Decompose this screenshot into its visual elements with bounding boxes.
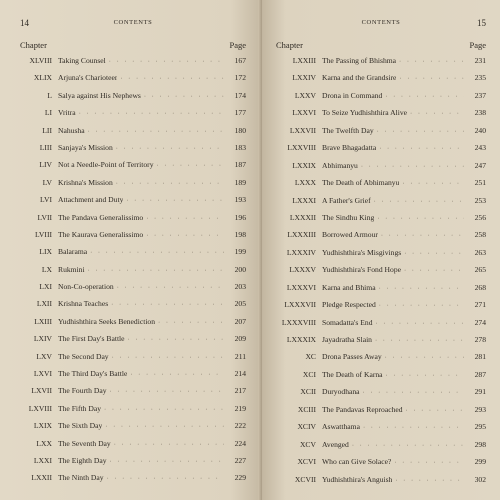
chapter-page: 219: [234, 403, 246, 413]
toc-entry: [276, 73, 486, 90]
dot-leader: [106, 58, 224, 65]
chapter-title: Drona Passes Away: [322, 352, 382, 362]
chapter-title: The First Day's Battle: [58, 334, 125, 344]
left-page-header: [20, 18, 246, 36]
dot-leader: [143, 232, 224, 239]
chapter-number: LXXXV: [289, 265, 316, 275]
chapter-title: To Seize Yudhishthira Alive: [322, 108, 408, 118]
chapter-number: XCII: [300, 387, 316, 397]
chapter-page: 243: [474, 143, 486, 153]
chapter-number: LXIV: [33, 334, 52, 344]
toc-entry: [20, 404, 246, 421]
toc-entry: [276, 143, 486, 160]
chapter-number: XCVI: [297, 457, 316, 467]
toc-entry: [20, 421, 246, 438]
chapter-page: 247: [474, 160, 486, 170]
chapter-number: LIII: [39, 142, 52, 152]
chapter-number: XLVIII: [29, 56, 52, 65]
chapter-column-label: Chapter: [276, 40, 303, 50]
chapter-title: The Second Day: [58, 351, 109, 361]
chapter-number: LXXVII: [289, 125, 316, 135]
toc-entry: [276, 405, 486, 422]
chapter-page: 200: [234, 264, 246, 274]
toc-entry: [20, 265, 246, 282]
dot-leader: [107, 388, 224, 395]
dot-leader: [371, 198, 464, 205]
chapter-page: 187: [234, 160, 246, 170]
chapter-page: 189: [234, 177, 246, 187]
dot-leader: [396, 75, 464, 82]
chapter-number: LXXIX: [292, 160, 316, 170]
chapter-number: LXXXVII: [284, 300, 316, 310]
right-column-headings: [276, 38, 486, 54]
chapter-number: LXXXI: [292, 195, 316, 205]
chapter-title: The Eighth Day: [58, 455, 107, 465]
chapter-number: LXV: [36, 351, 52, 361]
chapter-title: Who can Give Solace?: [322, 457, 392, 467]
dot-leader: [407, 110, 464, 117]
dot-leader: [111, 441, 224, 448]
chapter-number: XCV: [299, 439, 316, 449]
toc-entry: [276, 161, 486, 178]
toc-entry: [276, 440, 486, 457]
chapter-page: 253: [474, 195, 486, 205]
toc-entry: [20, 91, 246, 108]
chapter-number: LXIII: [34, 316, 52, 326]
toc-entry: [276, 283, 486, 300]
right-running-title: CONTENTS: [361, 19, 401, 26]
toc-entry: [276, 457, 486, 474]
toc-entry: [20, 352, 246, 369]
left-page-number: 14: [20, 18, 29, 28]
dot-leader: [143, 215, 224, 222]
dot-leader: [374, 215, 464, 222]
chapter-number: LXXXII: [289, 212, 316, 222]
chapter-number: LXXXIV: [286, 247, 316, 257]
chapter-number: LII: [42, 125, 52, 135]
dot-leader: [391, 459, 464, 466]
chapter-page: 209: [234, 334, 246, 344]
dot-leader: [349, 442, 464, 449]
chapter-number: LXII: [36, 299, 52, 309]
toc-entry: [276, 230, 486, 247]
toc-entry: [20, 178, 246, 195]
toc-entry: [20, 317, 246, 334]
chapter-title: Balarama: [58, 247, 88, 257]
chapter-page: 295: [474, 422, 486, 432]
chapter-number: LXXXIX: [286, 335, 316, 344]
toc-entry: [20, 126, 246, 143]
dot-leader: [382, 93, 464, 100]
chapter-page: 298: [474, 439, 486, 449]
chapter-page: 299: [474, 457, 486, 467]
dot-leader: [154, 162, 225, 169]
chapter-title: Vritra: [58, 108, 76, 118]
chapter-page: 258: [474, 230, 486, 240]
chapter-page: 293: [474, 404, 486, 414]
dot-leader: [401, 267, 464, 274]
chapter-number: LIV: [39, 160, 52, 170]
toc-entry: [276, 422, 486, 439]
chapter-title: The Passing of Bhishma: [322, 56, 397, 65]
chapter-number: LXI: [39, 282, 52, 292]
dot-leader: [376, 302, 464, 309]
right-page-number: 15: [477, 18, 486, 28]
chapter-title: Yudhishthira Seeks Benediction: [58, 316, 156, 326]
page-column-label: Page: [469, 40, 486, 50]
toc-entry: [20, 334, 246, 351]
toc-entry: [276, 352, 486, 369]
dot-leader: [114, 284, 224, 291]
dot-leader: [109, 354, 224, 361]
chapter-page: 180: [234, 125, 246, 135]
chapter-number: LXX: [36, 438, 52, 448]
chapter-page: 224: [234, 438, 246, 448]
chapter-number: LXVI: [33, 369, 52, 379]
chapter-number: LXVII: [31, 386, 52, 396]
toc-entry: [20, 230, 246, 247]
chapter-number: LI: [44, 108, 52, 118]
dot-leader: [101, 406, 224, 413]
dot-leader: [117, 75, 224, 82]
dot-leader: [383, 372, 464, 379]
chapter-title: Abhimanyu: [322, 160, 358, 170]
chapter-title: Non-Co-operation: [58, 282, 114, 292]
dot-leader: [376, 285, 464, 292]
dot-leader: [125, 336, 224, 343]
left-toc-list: [20, 56, 246, 491]
chapter-title: Nahusha: [58, 125, 85, 135]
chapter-number: LXXIII: [292, 56, 316, 65]
chapter-title: Somadatta's End: [322, 317, 373, 327]
chapter-page: 256: [474, 212, 486, 222]
chapter-page: 227: [234, 455, 246, 465]
chapter-page: 167: [234, 56, 246, 65]
chapter-page: 287: [474, 369, 486, 379]
chapter-title: Rukmini: [58, 264, 85, 274]
dot-leader: [102, 423, 224, 430]
dot-leader: [401, 250, 464, 257]
dot-leader: [108, 301, 224, 308]
chapter-number: LXXX: [294, 178, 316, 188]
toc-entry: [20, 299, 246, 316]
toc-entry: [20, 213, 246, 230]
chapter-number: XCIV: [297, 422, 316, 432]
left-running-title: CONTENTS: [113, 19, 153, 26]
chapter-number: XCIII: [297, 404, 316, 414]
chapter-page: 196: [234, 212, 246, 222]
toc-entry: [20, 282, 246, 299]
chapter-page: 251: [474, 178, 486, 188]
chapter-number: LVI: [40, 195, 52, 205]
toc-entry: [276, 265, 486, 282]
dot-leader: [373, 320, 464, 327]
toc-entry: [276, 248, 486, 265]
chapter-number: XLIX: [33, 73, 52, 83]
chapter-number: LXIX: [33, 421, 52, 431]
dot-leader: [107, 458, 224, 465]
chapter-title: The Fourth Day: [58, 386, 107, 396]
chapter-number: LXXII: [31, 473, 52, 483]
dot-leader: [87, 249, 224, 256]
left-column-headings: [20, 38, 246, 54]
chapter-title: Avenged: [322, 439, 349, 449]
chapter-page: 203: [234, 282, 246, 292]
dot-leader: [113, 180, 224, 187]
chapter-page: 291: [474, 387, 486, 397]
chapter-page: 193: [234, 195, 246, 205]
toc-entry: [276, 370, 486, 387]
dot-leader: [382, 354, 464, 361]
dot-leader: [376, 145, 464, 152]
chapter-number: LXXV: [294, 90, 316, 100]
chapter-title: The Death of Karna: [322, 369, 383, 379]
chapter-title: Duryodhana: [322, 387, 360, 397]
right-page: [262, 0, 500, 500]
chapter-title: Karna and Bhima: [322, 282, 376, 292]
toc-entry: [20, 456, 246, 473]
chapter-title: The Kaurava Generalissimo: [58, 229, 144, 239]
chapter-title: Yudhishthira's Fond Hope: [322, 265, 401, 275]
chapter-page: 198: [234, 229, 246, 239]
dot-leader: [127, 371, 224, 378]
chapter-number: LXXXIII: [287, 230, 316, 240]
chapter-page: 278: [474, 335, 486, 344]
dot-leader: [396, 58, 464, 65]
chapter-page: 222: [234, 421, 246, 431]
chapter-number: LXVIII: [28, 403, 52, 413]
toc-entry: [276, 108, 486, 125]
dot-leader: [141, 93, 224, 100]
chapter-title: Krishna's Mission: [58, 177, 113, 187]
chapter-number: LV: [42, 177, 52, 187]
toc-entry: [20, 247, 246, 264]
toc-entry: [276, 335, 486, 352]
dot-leader: [76, 110, 224, 117]
chapter-page: 271: [474, 300, 486, 310]
toc-entry: [276, 126, 486, 143]
chapter-page: 238: [474, 108, 486, 118]
chapter-number: XCI: [302, 369, 316, 379]
chapter-title: Salya against His Nephews: [58, 90, 141, 100]
chapter-number: XC: [305, 352, 316, 362]
dot-leader: [374, 128, 464, 135]
chapter-page: 265: [474, 265, 486, 275]
dot-leader: [85, 128, 224, 135]
dot-leader: [378, 232, 464, 239]
chapter-title: Taking Counsel: [58, 56, 106, 65]
chapter-title: Krishna Teaches: [58, 299, 109, 309]
chapter-page: 268: [474, 282, 486, 292]
chapter-page: 274: [474, 317, 486, 327]
chapter-number: LXXVIII: [287, 143, 316, 153]
chapter-title: The Twelfth Day: [322, 125, 374, 135]
chapter-page: 207: [234, 316, 246, 326]
chapter-title: A Father's Grief: [322, 195, 371, 205]
toc-entry: [20, 195, 246, 212]
chapter-title: Borrowed Armour: [322, 230, 378, 240]
chapter-page: 302: [474, 474, 486, 484]
dot-leader: [360, 424, 464, 431]
chapter-title: Arjuna's Charioteer: [58, 73, 118, 83]
chapter-title: Sanjaya's Mission: [58, 142, 113, 152]
page-column-label: Page: [229, 40, 246, 50]
right-page-header: [276, 18, 486, 36]
dot-leader: [123, 197, 224, 204]
toc-entry: [276, 213, 486, 230]
chapter-page: 231: [474, 56, 486, 65]
toc-entry: [20, 439, 246, 456]
chapter-page: 237: [474, 90, 486, 100]
toc-entry: [276, 178, 486, 195]
toc-entry: [276, 387, 486, 404]
toc-entry: [20, 108, 246, 125]
toc-entry: [276, 196, 486, 213]
chapter-number: LXXIV: [292, 73, 316, 83]
dot-leader: [403, 407, 464, 414]
chapter-page: 199: [234, 247, 246, 257]
chapter-column-label: Chapter: [20, 40, 47, 50]
right-toc-list: [276, 56, 486, 492]
chapter-title: The Sixth Day: [58, 421, 103, 431]
chapter-title: Yudhishthira's Anguish: [322, 474, 393, 484]
toc-entry: [20, 369, 246, 386]
chapter-title: Karna and the Grandsire: [322, 73, 397, 83]
chapter-title: The Pandava Generalissimo: [58, 212, 144, 222]
chapter-page: 263: [474, 247, 486, 257]
chapter-page: 229: [234, 473, 246, 483]
dot-leader: [104, 475, 224, 482]
toc-entry: [276, 56, 486, 73]
chapter-page: 281: [474, 352, 486, 362]
chapter-title: Pledge Respected: [322, 300, 376, 310]
chapter-page: 240: [474, 125, 486, 135]
chapter-title: The Pandavas Reproached: [322, 404, 403, 414]
toc-entry: [276, 318, 486, 335]
chapter-page: 183: [234, 142, 246, 152]
chapter-title: The Fifth Day: [58, 403, 102, 413]
chapter-page: 217: [234, 386, 246, 396]
chapter-title: The Sindhu King: [322, 212, 375, 222]
chapter-title: Drona in Command: [322, 90, 383, 100]
chapter-page: 214: [234, 369, 246, 379]
chapter-number: L: [47, 90, 52, 100]
chapter-title: The Death of Abhimanyu: [322, 178, 400, 188]
chapter-page: 211: [234, 351, 246, 361]
chapter-number: LXXXVI: [286, 282, 316, 292]
chapter-title: Not a Needle-Point of Territory: [58, 160, 154, 170]
chapter-number: LXXXVIII: [281, 317, 316, 327]
dot-leader: [399, 180, 464, 187]
toc-entry: [20, 386, 246, 403]
toc-entry: [20, 143, 246, 160]
chapter-page: 205: [234, 299, 246, 309]
chapter-title: The Ninth Day: [58, 473, 104, 483]
chapter-page: 235: [474, 73, 486, 83]
chapter-title: Jayadratha Slain: [322, 335, 372, 344]
chapter-page: 172: [234, 73, 246, 83]
dot-leader: [358, 163, 464, 170]
chapter-number: LVII: [37, 212, 52, 222]
chapter-number: LXXI: [33, 455, 52, 465]
toc-entry: [276, 91, 486, 108]
chapter-number: LVIII: [34, 229, 52, 239]
chapter-title: Brave Bhagadatta: [322, 143, 377, 153]
chapter-title: The Third Day's Battle: [58, 369, 128, 379]
chapter-title: Yudhishthira's Misgivings: [322, 247, 402, 257]
chapter-title: Attachment and Duty: [58, 195, 124, 205]
dot-leader: [85, 267, 224, 274]
dot-leader: [155, 319, 224, 326]
chapter-number: LX: [41, 264, 52, 274]
toc-entry: [20, 73, 246, 90]
toc-entry: [20, 160, 246, 177]
chapter-number: XCVII: [294, 474, 316, 484]
dot-leader: [372, 337, 464, 344]
chapter-page: 174: [234, 90, 246, 100]
chapter-page: 177: [234, 108, 246, 118]
dot-leader: [113, 145, 224, 152]
chapter-number: LIX: [39, 247, 52, 257]
toc-entry: [20, 473, 246, 490]
chapter-title: Aswatthama: [322, 422, 360, 432]
dot-leader: [360, 389, 464, 396]
toc-entry: [276, 300, 486, 317]
chapter-number: LXXVI: [292, 108, 316, 118]
dot-leader: [392, 477, 464, 484]
chapter-title: The Seventh Day: [58, 438, 111, 448]
toc-entry: [20, 56, 246, 73]
toc-entry: [276, 475, 486, 492]
